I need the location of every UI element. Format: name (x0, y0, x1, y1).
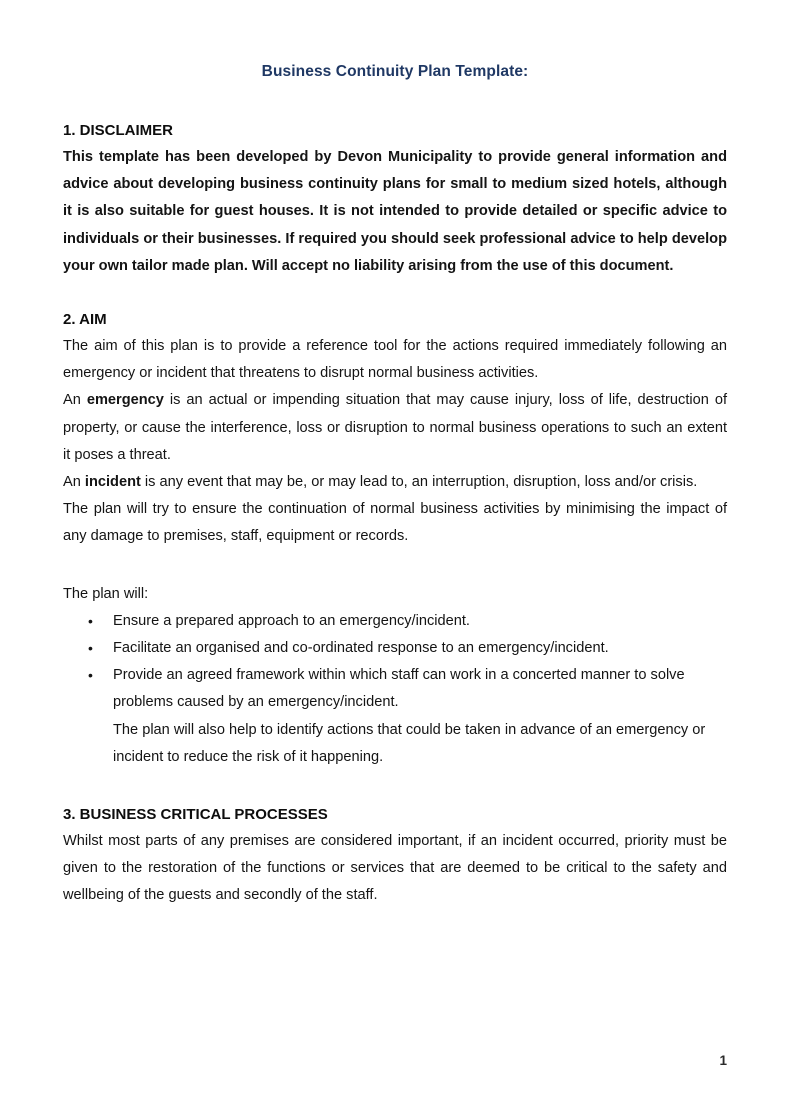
bullet-icon: • (88, 667, 93, 684)
section-heading-disclaimer: 1. DISCLAIMER (63, 122, 174, 139)
list-item (63, 608, 727, 635)
section-heading-business-critical: 3. BUSINESS CRITICAL PROCESSES (63, 806, 328, 824)
plan-bullet-list (63, 608, 727, 717)
list-item-label: Ensure a prepared approach to an emergency/incident. (113, 612, 470, 629)
aim-paragraph-3 (63, 469, 727, 496)
list-item-label: Provide an agreed framework within which staff can work in a concerted manner to solve problems caused by an emergency/incident. (113, 667, 685, 711)
aim-p3-prefix: An (63, 474, 85, 491)
spacer (63, 81, 727, 117)
list-item-label: Facilitate an organised and co-ordinated response to an emergency/incident. (113, 640, 609, 657)
page-number: 1 (719, 1053, 727, 1068)
list-item (63, 662, 727, 716)
bullet-icon: • (88, 612, 93, 629)
aim-p2-prefix: An (63, 392, 87, 409)
aim-paragraph-2 (63, 387, 727, 469)
aim-p3-emphasis: incident (84, 474, 141, 491)
bullet-icon: • (88, 640, 93, 657)
spacer (63, 551, 727, 581)
section-heading-aim: 2. AIM (63, 311, 107, 329)
document-body (63, 0, 727, 910)
plan-closing-note: The plan will also help to identify actions that could be taken in advance of an emergency or incident to reduce the risk of it happening. (113, 721, 706, 765)
spacer (63, 280, 727, 306)
aim-p2-emphasis: emergency (86, 392, 164, 409)
spacer (63, 771, 727, 801)
aim-paragraph-4: The plan will try to ensure the continuation of normal business activities by minimising the impact of any damage to premises, staff, equipment or records. (63, 501, 727, 545)
business-critical-paragraph: Whilst most parts of any premises are considered important, if an incident occurred, priority must be given to the restoration of the functions or services that are deemed to be critical to the safety and wellbeing of the guests and secondly of the staff. (63, 833, 727, 904)
plan-list-intro: The plan will: (63, 585, 149, 602)
list-item (63, 635, 727, 662)
page-title: Business Continuity Plan Template: (261, 63, 529, 80)
disclaimer-paragraph: This template has been developed by Devon Municipality to provide general information and advice about developing business continuity plans for small to medium sized hotels, although it is also suitable for guest houses. It is not intended to provide detailed or specific advice to individuals or their businesses. If required you should seek professional advice to help develop your own tailor made plan. Will accept no liability arising from the use of this document. (63, 149, 727, 274)
aim-paragraph-1: The aim of this plan is to provide a reference tool for the actions required immediately following an emergency or incident that threatens to disrupt normal business activities. (63, 338, 727, 382)
aim-p3-suffix: is any event that may be, or may lead to, an interruption, disruption, loss and/or crisis. (140, 474, 698, 491)
aim-p2-suffix: is an actual or impending situation that may cause injury, loss of life, destruction of property, or cause the interference, loss or disruption to normal business operations to such an extent it poses a threat. (63, 392, 728, 463)
